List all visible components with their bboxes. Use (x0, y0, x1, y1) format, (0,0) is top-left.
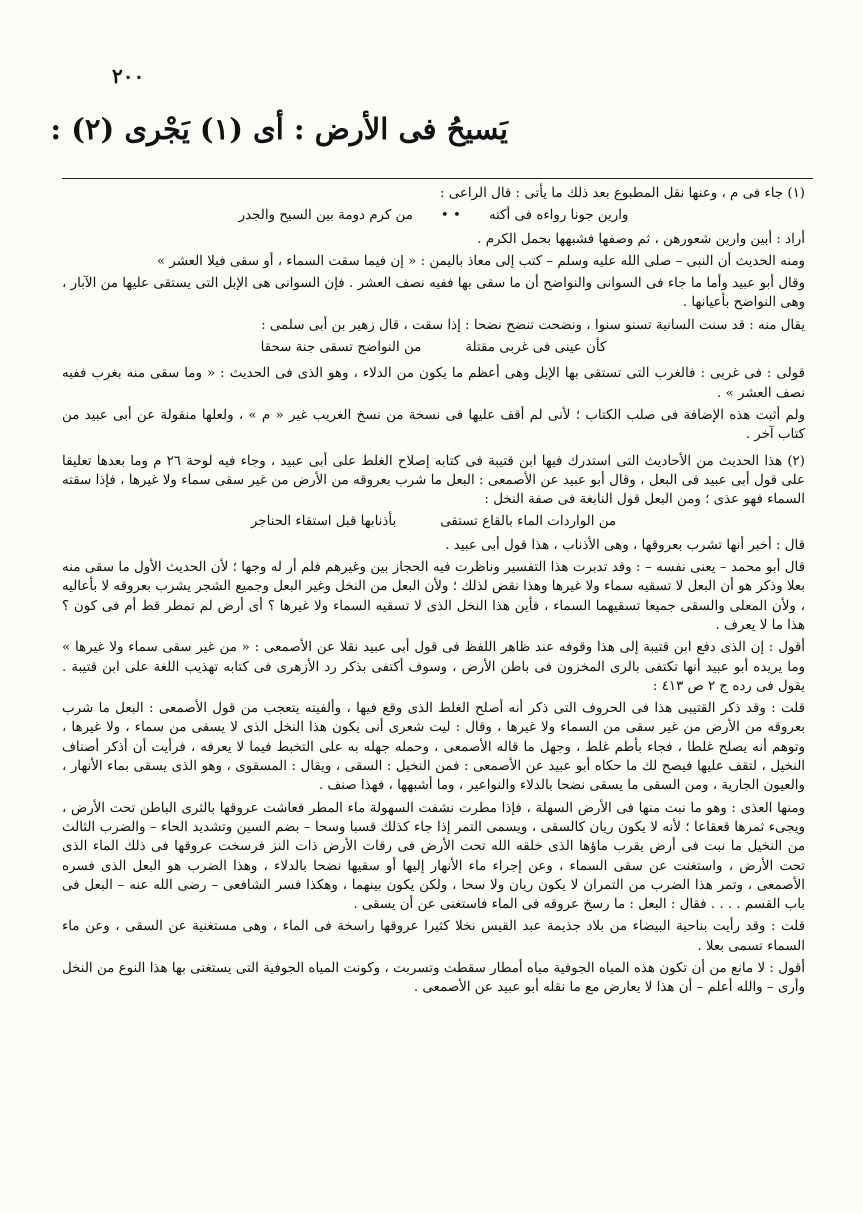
footnote-2-intro: (٢) هذا الحديث من الأحاديث التى استدرك فيها ابن قتيبة فى كتابه إصلاح الغلط على أبى عبيد ، وجاء فيه لوحة ٢٦ م وما بعدها تعليقا على قول أبى عبيد فى البعل ، وقال أبو عبيد عن الأصمعى : البعل ما شرب بعروقه من الأرض من غير سقى سماء ولا غيرها ، فإذا سقته السماء فهو عذى ؛ ومن البعل قول النابغة فى صفة النخل : (62, 453, 805, 508)
footnote-paragraph: أراد : أبين وارين شعورهن ، ثم وصفها فشبهها بحمل الكرم . (477, 231, 805, 247)
footnote-paragraph: يقال منه : قد سنت السانية تسنو سنوا ، ونضحت تنضح نضحا : إذا سقت ، قال زهير بن أبى سلمى : (261, 317, 805, 333)
verse-raai (62, 206, 805, 225)
verse-hemistich: بأذنابها قبل استقاء الحناجر (250, 514, 397, 530)
verse-zuhair (62, 338, 805, 357)
verse-hemistich: من النواضح تسقى جنة سحقا (260, 340, 422, 356)
footnote-paragraph: قلت : وقد رأيت بناحية البيضاء من بلاد جذيمة عبد القيس نخلا كثيرا عروقها راسخة فى الماء ، وهى مستغنية عن السقى ، وعن ماء السماء تسمى بعلا . (62, 919, 805, 954)
verse-hemistich: وارين جونا رواءه فى أكته (488, 208, 629, 224)
footnote-paragraph: قلت : وقد ذكر القتيبى هذا فى الحروف التى ذكر أنه أصلح الغلط الذى وقع فيها ، وألفيته يتعجب من قول الأصمعى : البعل ما شرب بعروقه من الأرض من غير سقى من السماء ولا غيرها ، وقال : ليت شعرى أنى يكون هذا النخل الذى لا يسقى من سماء ، ولا غيرها ، وتوهم أنه يصلح غلطا ، فجاء بأطم غلط ، وجهل ما قاله الأصمعى ، وحمله جهله به على التخبط فيما لا يعرفه ، فرأيت أن أذكر أصناف النخيل ، لتقف عليها فيصح لك ما حكاه أبو عبيد عن الأصمعى : فمن النخيل : السقى ، ويقال : المسقوى ، وهو الذى يسقى بماء الأنهار ، والعيون الجارية ، ومن السقى ما يسقى نضحا بالدلاء والنواعير ، وما أشبهها ، فهذا صنف . (62, 701, 806, 794)
page-number: ٢٠٠ (112, 64, 145, 88)
footnote-separator (62, 178, 813, 179)
footnote-paragraph: قال : أخبر أنها تشرب بعروقها ، وهى الأذناب ، هذا قول أبى عبيد . (445, 537, 805, 553)
verse-nabigha (62, 512, 805, 531)
footnote-paragraph: أقول : لا مانع من أن تكون هذه المياه الجوفية مياه أمطار سقطت وتسربت ، وكونت المياه الجوفية التى يستغنى بها هذا النوع من النخل وأرى – والله أعلم – أن هذا لا يعارض مع ما نقله أبو عبيد عن الأصمعى . (62, 960, 805, 996)
verse-hemistich: من الواردات الماء بالقاع تستقى (440, 514, 617, 530)
footnote-1-intro: (١) جاء فى م ، وعنها نقل المطبوع بعد ذلك ما يأتى : قال الراعى : (440, 186, 805, 201)
footnote-paragraph: قال أبو محمد – يعنى نفسه – : وقد تدبرت هذا التفسير وناظرت فيه الحجاز بين وغيرهم فلم أر له وجها ؛ لأن الحديث الأول ما سقى منه بعلا وذكر هو أن البعل لا تسقيه سماء ولا غيرها وهذا نقض لذلك ؛ ولأن البعل من النخل وغير البعل وجميع الشجر يشرب بعروقه لا بأعاليه ، ولأن المعلى والسقى جميعا تسقيهما السماء ، فأين هذا النخل الذى لا تسقيه السماء ولا غيرها ؟ أى أرض لم تمطر قط أم فى كون ؟ هذا ما لا يعرف . (62, 560, 805, 633)
main-text-heading: يَسيحُ فى الأرض : أى (١) يَجْرى (٢) : (50, 112, 508, 146)
footnotes (62, 184, 805, 1001)
footnote-paragraph: قولى : فى غربى : فالغرب التى تستقى بها الإبل وهى أعظم ما يكون من الدلاء ، وهو الذى فى الحديث : « وما سقى منه بغرب ففيه نصف العشر » . (62, 366, 805, 401)
footnote-paragraph: أقول : إن الذى دفع ابن قتيبة إلى هذا وقوفه عند ظاهر اللفظ فى قول أبى عبيد نقلا عن الأصمعى : « من غير سقى سماء ولا غيرها » وما يريده أبو عبيد أنها تكتفى بالرى المخزون فى باطن الأرض ، وسوف أكتفى بذكر رد الأزهرى فى كتابه تهذيب اللغة على ابن قتيبة . يقول فى رده ج ٢ ص ٤١٣ : (62, 640, 805, 694)
verse-hemistich: كأن عينى فى غربى مقتلة (465, 340, 607, 356)
footnote-paragraph: ومنه الحديث أن النبى – صلى الله عليه وسلم – كتب إلى معاذ باليمن : « إن فيما سقت السماء ، أو سقى فيلا العشر » (156, 253, 805, 269)
footnote-paragraph: ولم أثبت هذه الإضافة فى صلب الكتاب ؛ لأنى لم أقف عليها فى نسخة من نسخ الغريب غير « م » ، ولعلها منقولة عن أبى عبيد من كتاب آخر . (62, 407, 805, 443)
verse-separator: • • (440, 208, 461, 224)
verse-hemistich: من كرم دومة بين السيح والجدر (238, 208, 413, 224)
footnote-paragraph: ومنها العذى : وهو ما نبت منها فى الأرض السهلة ، فإذا مطرت نشفت السهولة ماء المطر فعاشت عروقها بالثرى الباطن تحت الأرض ، ويجىء ثمرها قعقاعا ؛ لأنه لا يكون ريان كالسقى ، ويسمى التمر إذا جاء كذلك قسبا وسحا – بضم السين وتشديد الحاء – والضرب الثالث من النخيل ما نبت فى أرض يقرب ماؤها الذى خلقه الله تحت الأرض فى رقات الأرض ذات النز فرسخت عروقها فى ذلك الماء الذى تحت الأرض ، واستغنت عن سقى السماء ، وعن إجراء ماء الأنهار إليها أو سقيها نضحا بالدلاء ، وهذا الضرب هو البعل الذى فسره الأصمعى ، وتمر هذا الضرب من التمران لا يكون ريان ولا سحا ، ولكن يكون بينهما ، وهكذا فسر الشافعى – رضى الله عنه – البعل فى باب القسم . . . . فقال : البعل : ما رسخ عروقه فى الماء فاستغنى عن أن يسقى . (62, 800, 805, 913)
footnote-paragraph: وقال أبو عبيد وأما ما جاء فى السوانى والنواضح أن ما سقى بها ففيه نصف العشر . فإن السوانى هى الإبل التى يستقى عليها من الآبار ، وهى النواضح بأعيانها . (62, 276, 805, 311)
